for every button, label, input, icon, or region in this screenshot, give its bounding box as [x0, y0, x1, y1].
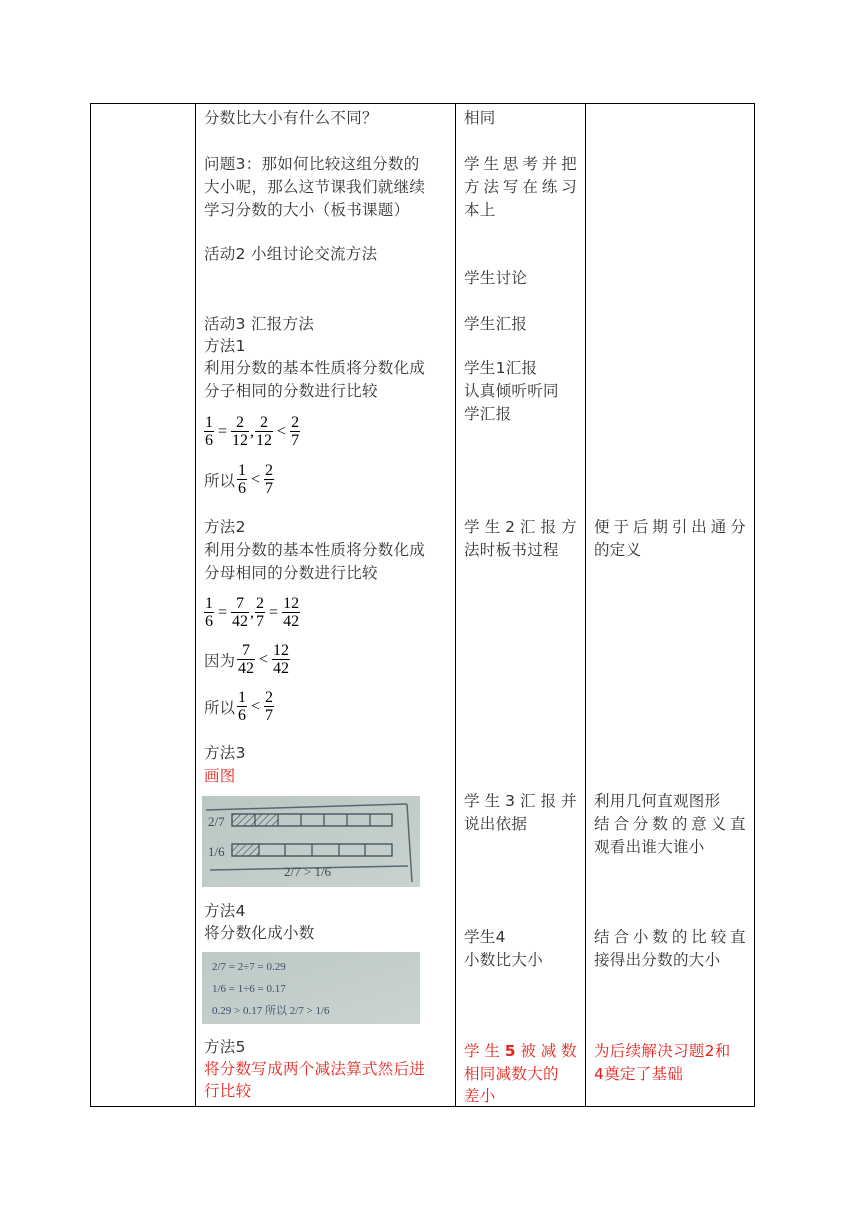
- student1-listen-line1: 认真倾听听同: [464, 382, 559, 400]
- method2-title: 方法2: [204, 518, 246, 536]
- calc-line-3: 0.29 > 0.17 所以 2/7 > 1/6: [212, 1005, 330, 1017]
- method4-title: 方法4: [204, 902, 246, 920]
- student-report: 学生汇报: [464, 315, 528, 333]
- method5-title: 方法5: [204, 1038, 246, 1056]
- activity2-heading: 活动2 小组讨论交流方法: [204, 245, 378, 263]
- question3-line1: 问题3：那如何比较这组分数的: [204, 155, 420, 173]
- student-think-line1: 学 生 思 考 并 把: [464, 155, 577, 173]
- student2-line1: 学 生 2 汇 报 方: [464, 518, 577, 536]
- bar-model-photo: [202, 796, 420, 887]
- intent5-line1: 为后续解决习题2和: [594, 1042, 731, 1060]
- method2-because: 因为 $\frac{7}{42}$ < $\frac{12}{42}$: [204, 642, 290, 677]
- column-divider-1: [195, 103, 196, 1107]
- intent2-line2: 的定义: [594, 541, 642, 559]
- student1-report: 学生1汇报: [464, 359, 538, 377]
- intent3-line2: 结 合 分 数 的 意 义 直: [594, 815, 746, 833]
- method5-desc-line2: 行比较: [204, 1082, 252, 1100]
- intent2-line1: 便 于 后 期 引 出 通 分: [594, 518, 746, 536]
- method1-equation: $\frac{1}{6}$ = $\frac{2}{12}$ , $\frac{2}{12}$ < $\frac{2}{7}$: [205, 414, 300, 449]
- intent5-line2: 4奠定了基础: [594, 1065, 684, 1083]
- question3-line2: 大小呢，那么这节课我们就继续: [204, 178, 426, 196]
- bar-label-two-sevenths: 2/7: [208, 814, 225, 829]
- student5-line1: 学 生 5 被 减 数: [464, 1042, 577, 1060]
- method3-title: 方法3: [204, 744, 246, 762]
- method2-desc-line1: 利用分数的基本性质将分数化成: [204, 541, 426, 559]
- student5-line3: 差小: [464, 1087, 496, 1105]
- bar-caption: 2/7 > 1/6: [284, 864, 332, 879]
- decimal-calc-photo: [202, 952, 420, 1024]
- method1-conclusion: 所以 $\frac{1}{6}$ < $\frac{2}{7}$: [204, 462, 274, 497]
- method1-desc-line1: 利用分数的基本性质将分数化成: [204, 359, 426, 377]
- method3-subtitle: 画图: [204, 767, 236, 785]
- column-divider-2: [455, 103, 456, 1107]
- method1-desc-line2: 分子相同的分数进行比较: [204, 382, 378, 400]
- calc-line-1: 2/7 = 2÷7 = 0.29: [212, 961, 286, 973]
- intent3-line1: 利用几何直观图形: [594, 792, 721, 810]
- student5-line2: 相同减数大的: [464, 1065, 559, 1083]
- bar-model-drawing: [202, 796, 420, 887]
- student1-listen-line2: 学汇报: [464, 405, 512, 423]
- column-divider-3: [585, 103, 586, 1107]
- decimal-calc-drawing: [202, 952, 420, 1024]
- student-think-line2: 方 法 写 在 练 习: [464, 178, 577, 196]
- student4-line2: 小数比大小: [464, 951, 544, 969]
- student-same: 相同: [464, 109, 496, 127]
- student4-line1: 学生4: [464, 928, 506, 946]
- intent4-line1: 结 合 小 数 的 比 较 直: [594, 928, 746, 946]
- method2-equation: $\frac{1}{6}$ = $\frac{7}{42}$ , $\frac{2}{7}$ = $\frac{12}{42}$: [205, 595, 300, 630]
- method5-desc-line1: 将分数写成两个减法算式然后进: [204, 1060, 426, 1078]
- intent4-line2: 接得出分数的大小: [594, 951, 721, 969]
- method2-desc-line2: 分母相同的分数进行比较: [204, 564, 378, 582]
- question3-line3: 学习分数的大小（板书课题）: [204, 201, 410, 219]
- activity3-heading: 活动3 汇报方法: [204, 315, 315, 333]
- method4-subtitle: 将分数化成小数: [204, 924, 315, 942]
- student-think-line3: 本上: [464, 201, 496, 219]
- student2-line2: 法时板书过程: [464, 541, 559, 559]
- student3-line1: 学 生 3 汇 报 并: [464, 792, 577, 810]
- bar-label-one-sixth: 1/6: [208, 844, 225, 859]
- calc-line-2: 1/6 = 1÷6 = 0.17: [212, 983, 286, 995]
- method2-conclusion: 所以 $\frac{1}{6}$ < $\frac{2}{7}$: [204, 689, 274, 724]
- intro-question-tail: 分数比大小有什么不同？: [204, 109, 378, 127]
- student-discuss: 学生讨论: [464, 269, 528, 287]
- method1-title: 方法1: [204, 337, 246, 355]
- intent3-line3: 观看出谁大谁小: [594, 838, 705, 856]
- student3-line2: 说出依据: [464, 815, 528, 833]
